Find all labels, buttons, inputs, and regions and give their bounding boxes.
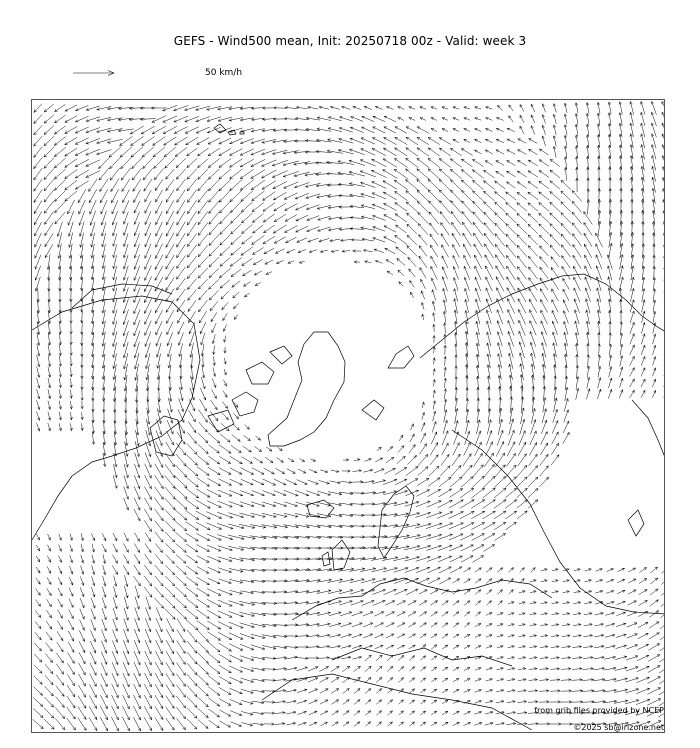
wind-arrow-field	[33, 101, 665, 731]
hudson-bay-coast	[150, 416, 182, 456]
mediterranean-coast	[332, 648, 512, 666]
greenland-coast	[268, 332, 345, 446]
novaya-zemlya-coast	[388, 346, 414, 368]
map-panel	[31, 99, 665, 733]
europe-coast	[292, 578, 552, 620]
reference-arrow-icon	[70, 62, 130, 82]
wind-vectors	[33, 101, 665, 731]
reference-speed-label: 50 km/h	[205, 68, 243, 78]
japan-coast	[628, 510, 644, 536]
svalbard-coast	[362, 400, 384, 420]
map-canvas	[32, 100, 665, 733]
data-source-credit: from grib files provided by NCEP	[534, 706, 664, 715]
north-america-coast	[32, 296, 200, 540]
copyright-credit: ©2025 sb@irizone.net	[573, 723, 664, 732]
map-title: GEFS - Wind500 mean, Init: 20250718 00z - Valid: week 3	[173, 34, 527, 48]
iceland-coast	[307, 500, 334, 518]
british-isles-coast	[322, 540, 350, 570]
arctic-islands-coast	[208, 346, 292, 432]
east-asia-coast	[632, 400, 665, 460]
wind-scale-legend	[70, 62, 270, 82]
aleutian-islands	[214, 124, 244, 135]
